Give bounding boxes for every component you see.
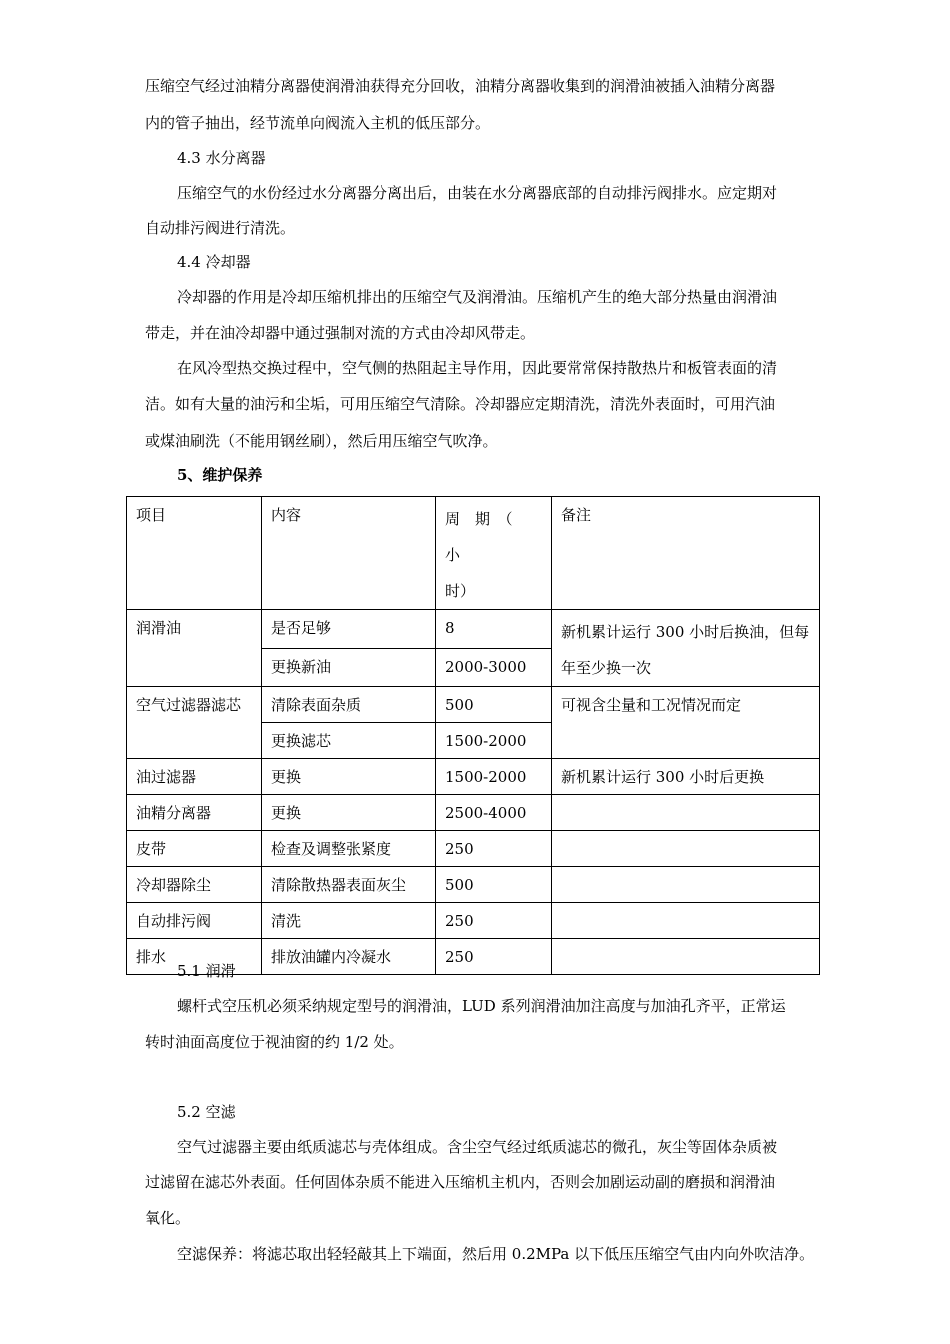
paragraph-oil-separator-line-2: 内的管子抽出，经节流单向阀流入主机的低压部分。	[145, 114, 491, 132]
paragraph-cooler-line-1: 冷却器的作用是冷却压缩机排出的压缩空气及润滑油。压缩机产生的绝大部分热量由润滑油	[177, 288, 778, 306]
table-row	[127, 610, 820, 649]
cell-item: 皮带	[127, 831, 262, 867]
cell-item: 空气过滤器滤芯	[127, 687, 262, 759]
cell-period: 1500-2000	[436, 759, 552, 795]
cell-content: 更换	[262, 759, 436, 795]
table-row	[127, 867, 820, 903]
header-item: 项目	[127, 497, 262, 610]
heading-4-4: 4.4 冷却器	[177, 253, 251, 271]
cell-note	[552, 831, 820, 867]
cell-content: 清除表面杂质	[262, 687, 436, 723]
paragraph-air-filter-maintenance: 空滤保养：将滤芯取出轻轻敲其上下端面，然后用 0.2MPa 以下低压压缩空气由内向外吹洁净。	[177, 1245, 815, 1263]
paragraph-air-filter-line-2: 过滤留在滤芯外表面。任何固体杂质不能进入压缩机主机内，否则会加剧运动副的磨损和润滑油	[145, 1173, 776, 1191]
cell-content: 排放油罐内冷凝水	[262, 939, 436, 975]
cell-content: 是否足够	[262, 610, 436, 649]
paragraph-heat-exchange-line-3: 或煤油刷洗（不能用钢丝刷），然后用压缩空气吹净。	[145, 432, 498, 450]
table-row	[127, 759, 820, 795]
table-row	[127, 903, 820, 939]
cell-note	[552, 903, 820, 939]
cell-note	[552, 867, 820, 903]
cell-item: 油精分离器	[127, 795, 262, 831]
cell-content: 清除散热器表面灰尘	[262, 867, 436, 903]
cell-item: 冷却器除尘	[127, 867, 262, 903]
header-content: 内容	[262, 497, 436, 610]
cell-content: 检查及调整张紧度	[262, 831, 436, 867]
cell-note: 新机累计运行 300 小时后更换	[552, 759, 820, 795]
cell-content: 更换	[262, 795, 436, 831]
cell-note	[552, 939, 820, 975]
cell-content: 更换新油	[262, 648, 436, 687]
cell-item: 排水	[127, 939, 262, 975]
cell-item: 油过滤器	[127, 759, 262, 795]
table-row	[127, 687, 820, 723]
cell-period: 250	[436, 831, 552, 867]
cell-item: 自动排污阀	[127, 903, 262, 939]
maintenance-table	[126, 496, 820, 975]
header-period-line-1: 周 期 （ 小	[445, 510, 528, 564]
heading-4-3: 4.3 水分离器	[177, 149, 266, 167]
paragraph-cooler-line-2: 带走，并在油冷却器中通过强制对流的方式由冷却风带走。	[145, 324, 536, 342]
heading-5-1: 5.1 润滑	[177, 962, 236, 980]
table-row	[127, 795, 820, 831]
cell-period: 8	[436, 610, 552, 649]
header-note: 备注	[552, 497, 820, 610]
paragraph-water-separator-line-1: 压缩空气的水份经过水分离器分离出后，由装在水分离器底部的自动排污阀排水。应定期对	[177, 184, 778, 202]
cell-period: 500	[436, 687, 552, 723]
cell-item: 润滑油	[127, 610, 262, 687]
header-period-line-2: 时）	[445, 582, 476, 600]
paragraph-air-filter-line-3: 氧化。	[145, 1209, 191, 1227]
cell-note	[552, 795, 820, 831]
cell-content: 清洗	[262, 903, 436, 939]
paragraph-heat-exchange-line-2: 洁。如有大量的油污和尘垢，可用压缩空气清除。冷却器应定期清洗，清洗外表面时，可用汽油	[145, 395, 776, 413]
paragraph-heat-exchange-line-1: 在风冷型热交换过程中，空气侧的热阻起主导作用，因此要常常保持散热片和板管表面的清	[177, 359, 778, 377]
cell-content: 更换滤芯	[262, 723, 436, 759]
paragraph-oil-separator-line-1: 压缩空气经过油精分离器使润滑油获得充分回收，油精分离器收集到的润滑油被插入油精分离器	[145, 77, 776, 95]
cell-period: 250	[436, 903, 552, 939]
heading-5-2: 5.2 空滤	[177, 1103, 236, 1121]
cell-note: 可视含尘量和工况情况而定	[552, 687, 820, 759]
cell-period: 2500-4000	[436, 795, 552, 831]
paragraph-water-separator-line-2: 自动排污阀进行清洗。	[145, 219, 296, 237]
paragraph-lubrication-line-1: 螺杆式空压机必须采纳规定型号的润滑油，LUD 系列润滑油加注高度与加油孔齐平，正常运	[177, 997, 786, 1015]
paragraph-air-filter-line-1: 空气过滤器主要由纸质滤芯与壳体组成。含尘空气经过纸质滤芯的微孔，灰尘等固体杂质被	[177, 1138, 778, 1156]
cell-period: 250	[436, 939, 552, 975]
cell-period: 2000-3000	[436, 648, 552, 687]
header-period	[436, 497, 552, 610]
cell-period: 1500-2000	[436, 723, 552, 759]
heading-5: 5、维护保养	[177, 466, 263, 484]
paragraph-lubrication-line-2: 转时油面高度位于视油窗的约 1/2 处。	[145, 1033, 404, 1051]
table-header-row	[127, 497, 820, 610]
cell-note: 新机累计运行 300 小时后换油，但每年至少换一次	[552, 610, 820, 687]
cell-period: 500	[436, 867, 552, 903]
table-row	[127, 831, 820, 867]
